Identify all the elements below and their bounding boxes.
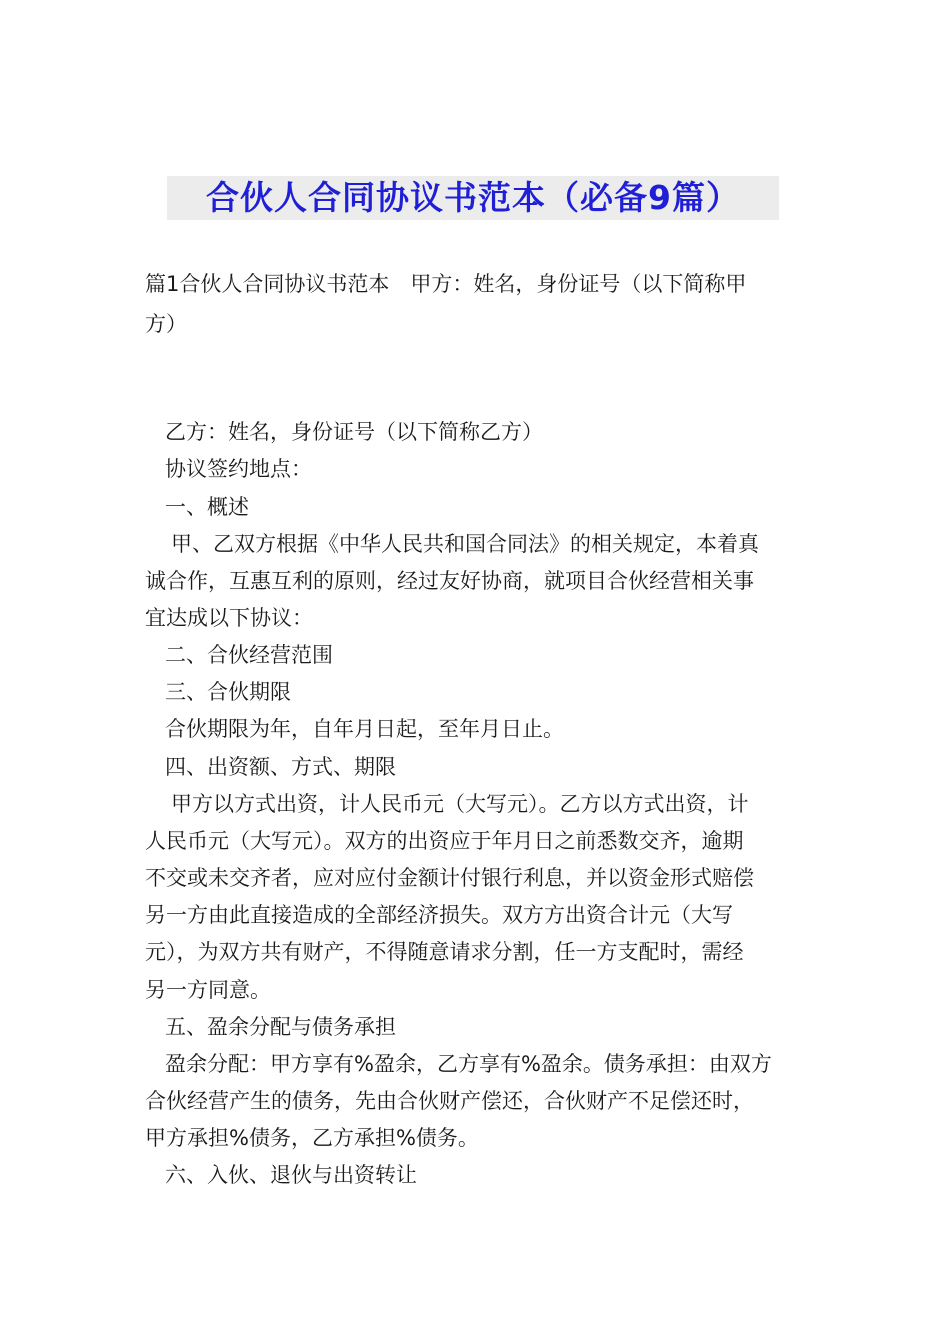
intro-line: 篇1合伙人合同协议书范本 甲方：姓名，身份证号（以下简称甲 (145, 272, 747, 296)
paragraph-line: 甲方以方式出资，计人民币元（大写元）。乙方以方式出资，计 (171, 792, 749, 816)
intro-line: 方） (145, 312, 187, 336)
paragraph-line: 盈余分配：甲方享有%盈余，乙方享有%盈余。债务承担：由双方 (165, 1052, 772, 1076)
signing-place-line: 协议签约地点： (165, 457, 312, 481)
paragraph-line: 合伙期限为年，自年月日起，至年月日止。 (165, 717, 564, 741)
paragraph-line: 不交或未交齐者，应对应付金额计付银行利息，并以资金形式赔偿 (145, 866, 754, 890)
paragraph-line: 诚合作，互惠互利的原则，经过友好协商，就项目合伙经营相关事 (145, 569, 754, 593)
paragraph-line: 合伙经营产生的债务，先由合伙财产偿还，合伙财产不足偿还时， (145, 1089, 754, 1113)
paragraph-line: 人民币元（大写元）。双方的出资应于年月日之前悉数交齐，逾期 (145, 829, 744, 853)
paragraph-line: 另一方同意。 (145, 978, 271, 1002)
section-heading: 一、概述 (165, 495, 249, 519)
paragraph-line: 元），为双方共有财产，不得随意请求分割，任一方支配时，需经 (145, 940, 744, 964)
paragraph-line: 宜达成以下协议： (145, 606, 313, 630)
section-heading: 三、合伙期限 (165, 680, 291, 704)
section-heading: 五、盈余分配与债务承担 (165, 1015, 396, 1039)
section-heading: 六、入伙、退伙与出资转让 (165, 1163, 417, 1187)
party-b-line: 乙方：姓名，身份证号（以下简称乙方） (165, 420, 543, 444)
paragraph-line: 甲方承担%债务，乙方承担%债务。 (145, 1126, 479, 1150)
paragraph-line: 另一方由此直接造成的全部经济损失。双方方出资合计元（大写 (145, 903, 733, 927)
section-heading: 二、合伙经营范围 (165, 643, 333, 667)
section-heading: 四、出资额、方式、期限 (165, 755, 396, 779)
title-highlight (167, 176, 779, 220)
document-title: 合伙人合同协议书范本（必备9篇） (206, 178, 740, 217)
paragraph-line: 甲、乙双方根据《中华人民共和国合同法》的相关规定，本着真 (171, 532, 759, 556)
